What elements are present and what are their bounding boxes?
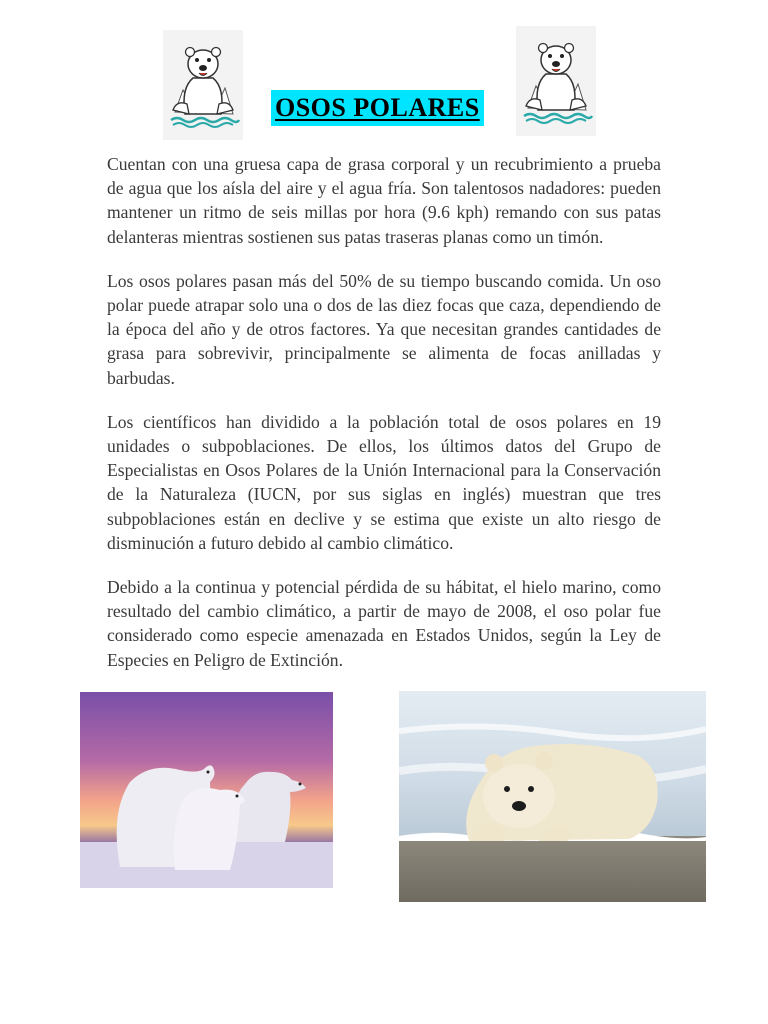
- paragraph-1: Cuentan con una gruesa capa de grasa corporal y un recubrimiento a prueba de agua que los aísla del aire y el agua fría. Son talentosos nadadores: pueden mantener un ritmo de seis millas por hora (9.6 kph) remando con sus patas delanteras mientras sostienen sus patas traseras planas como un timón.: [107, 154, 661, 247]
- polar-bear-ice-photo: [399, 691, 706, 902]
- article-body: [107, 152, 661, 692]
- page-title: OSOS POLARES: [271, 90, 484, 126]
- polar-bear-cartoon-icon-right: [516, 26, 596, 136]
- paragraph-3: Los científicos han dividido a la población total de osos polares en 19 unidades o subpoblaciones. De ellos, los últimos datos del Grupo de Especialistas en Osos Polares de la Unión Internacional para la Conservación de la Naturaleza (IUCN, por sus siglas en inglés) muestran que tres subpoblaciones están en declive y se estima que existe un alto riesgo de disminución a futuro debido al cambio climático.: [107, 411, 661, 553]
- polar-bear-cartoon-icon: [163, 30, 243, 140]
- paragraph-2: Los osos polares pasan más del 50% de su tiempo buscando comida. Un oso polar puede atrapar solo una o dos de las diez focas que caza, dependiendo de la época del año y de otros factores. Ya que necesitan grandes cantidades de grasa para sobrevivir, principalmente se alimenta de focas anilladas y barbudas.: [107, 270, 661, 388]
- polar-bears-sunset-photo: [80, 692, 333, 888]
- paragraph-4: Debido a la continua y potencial pérdida de su hábitat, el hielo marino, como resultado del cambio climático, a partir de mayo de 2008, el oso polar fue considerado como especie amenazada en Estados Unidos, según la Ley de Especies en Peligro de Extinción.: [107, 577, 661, 670]
